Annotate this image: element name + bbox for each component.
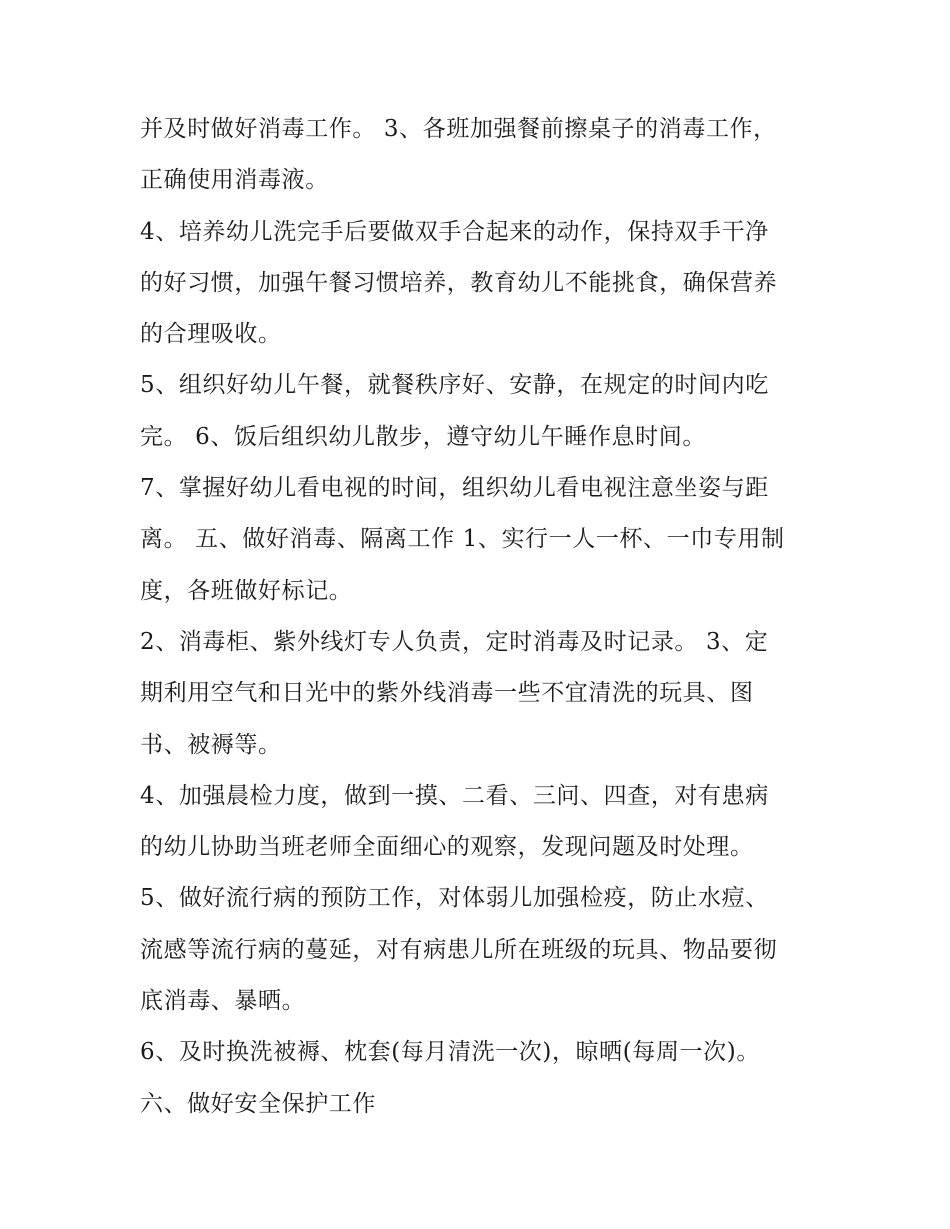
text-line: 5、做好流行病的预防工作，对体弱儿加强检疫，防止水痘、 [140,885,769,912]
text-line: 流感等流行病的蔓延，对有病患儿所在班级的玩具、物品要彻 [140,936,778,963]
text-line: 的幼儿协助当班老师全面细心的观察，发现问题及时处理。 [140,834,754,861]
text-line: 期利用空气和日光中的紫外线消毒一些不宜清洗的玩具、图 [140,680,754,707]
text-line: 4、加强晨检力度，做到一摸、二看、三问、四查，对有患病 [140,782,769,809]
text-line: 底消毒、暴晒。 [140,988,306,1015]
text-line: 5、组织好幼儿午餐，就餐秩序好、安静，在规定的时间内吃 [140,372,769,399]
text-line: 的合理吸收。 [140,321,282,348]
text-line: 完。 6、饭后组织幼儿散步，遵守幼儿午睡作息时间。 [140,423,706,450]
text-line: 书、被褥等。 [140,731,282,758]
document-body [140,104,820,1130]
text-line: 7、掌握好幼儿看电视的时间，组织幼儿看电视注意坐姿与距 [140,475,769,502]
text-line: 度，各班做好标记。 [140,577,353,604]
text-line: 正确使用消毒液。 [140,167,329,194]
text-line: 离。 五、做好消毒、隔离工作 1、实行一人一杯、一巾专用制 [140,526,785,553]
text-line: 6、及时换洗被褥、枕套(每月清洗一次)，晾晒(每周一次)。 [140,1039,760,1066]
text-line: 2、消毒柜、紫外线灯专人负责，定时消毒及时记录。 3、定 [140,628,769,655]
section-heading: 六、做好安全保护工作 [140,1090,376,1117]
text-line: 并及时做好消毒工作。 3、各班加强餐前擦桌子的消毒工作， [140,116,777,142]
text-line: 4、培养幼儿洗完手后要做双手合起来的动作，保持双手干净 [140,218,769,245]
text-line: 的好习惯，加强午餐习惯培养，教育幼儿不能挑食，确保营养 [140,269,778,296]
